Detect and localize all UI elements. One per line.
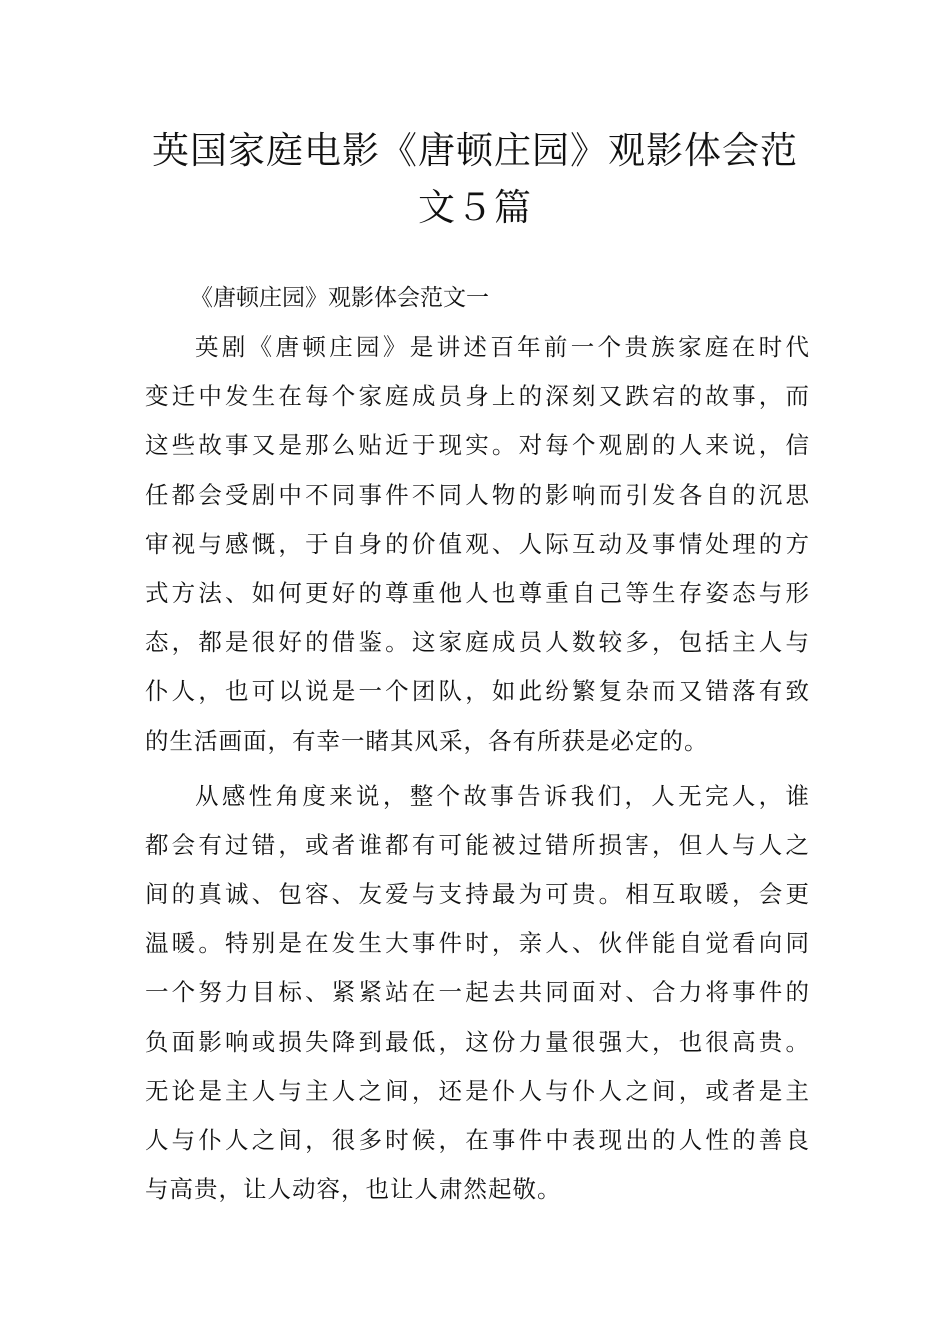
text-line: 一个努力目标、紧紧站在一起去共同面对、合力将事件的 [145, 978, 810, 1007]
text-line: 负面影响或损失降到最低，这份力量很强大，也很高贵。 [145, 1027, 810, 1056]
text-line: 间的真诚、包容、友爱与支持最为可贵。相互取暖，会更 [145, 880, 810, 909]
title-line-1: 英国家庭电影《唐顿庄园》观影体会范 [152, 129, 798, 172]
text-line: 态，都是很好的借鉴。这家庭成员人数较多，包括主人与 [145, 628, 810, 657]
text-line: 温暖。特别是在发生大事件时，亲人、伙伴能自觉看向同 [145, 929, 810, 958]
text-line: 式方法、如何更好的尊重他人也尊重自己等生存姿态与形 [145, 578, 810, 607]
paragraph [145, 323, 810, 766]
document-body [145, 323, 810, 1214]
title-line-2: 文５篇 [418, 186, 532, 229]
text-line: 这些故事又是那么贴近于现实。对每个观剧的人来说，信 [145, 431, 810, 460]
text-line: 审视与感慨，于自身的价值观、人际互动及事情处理的方 [145, 529, 810, 558]
text-line: 仆人，也可以说是一个团队，如此纷繁复杂而又错落有致 [145, 677, 810, 706]
document-title [130, 122, 820, 236]
text-line: 任都会受剧中不同事件不同人物的影响而引发各自的沉思 [145, 480, 810, 509]
text-line: 变迁中发生在每个家庭成员身上的深刻又跌宕的故事，而 [145, 382, 810, 411]
text-line: 人与仆人之间，很多时候，在事件中表现出的人性的善良 [145, 1126, 810, 1154]
text-line: 的生活画面，有幸一睹其风采，各有所获是必定的。 [145, 726, 709, 755]
text-line: 从感性角度来说，整个故事告诉我们，人无完人，谁 [195, 781, 810, 810]
section-heading: 《唐顿庄园》观影体会范文一 [190, 285, 489, 311]
text-line: 都会有过错，或者谁都有可能被过错所损害，但人与人之 [145, 830, 810, 859]
text-line: 无论是主人与主人之间，还是仆人与仆人之间，或者是主 [145, 1076, 810, 1105]
text-line: 英剧《唐顿庄园》是讲述百年前一个贵族家庭在时代 [195, 333, 810, 361]
text-line: 与高贵，让人动容，也让人肃然起敬。 [145, 1175, 562, 1204]
paragraph [145, 772, 810, 1215]
